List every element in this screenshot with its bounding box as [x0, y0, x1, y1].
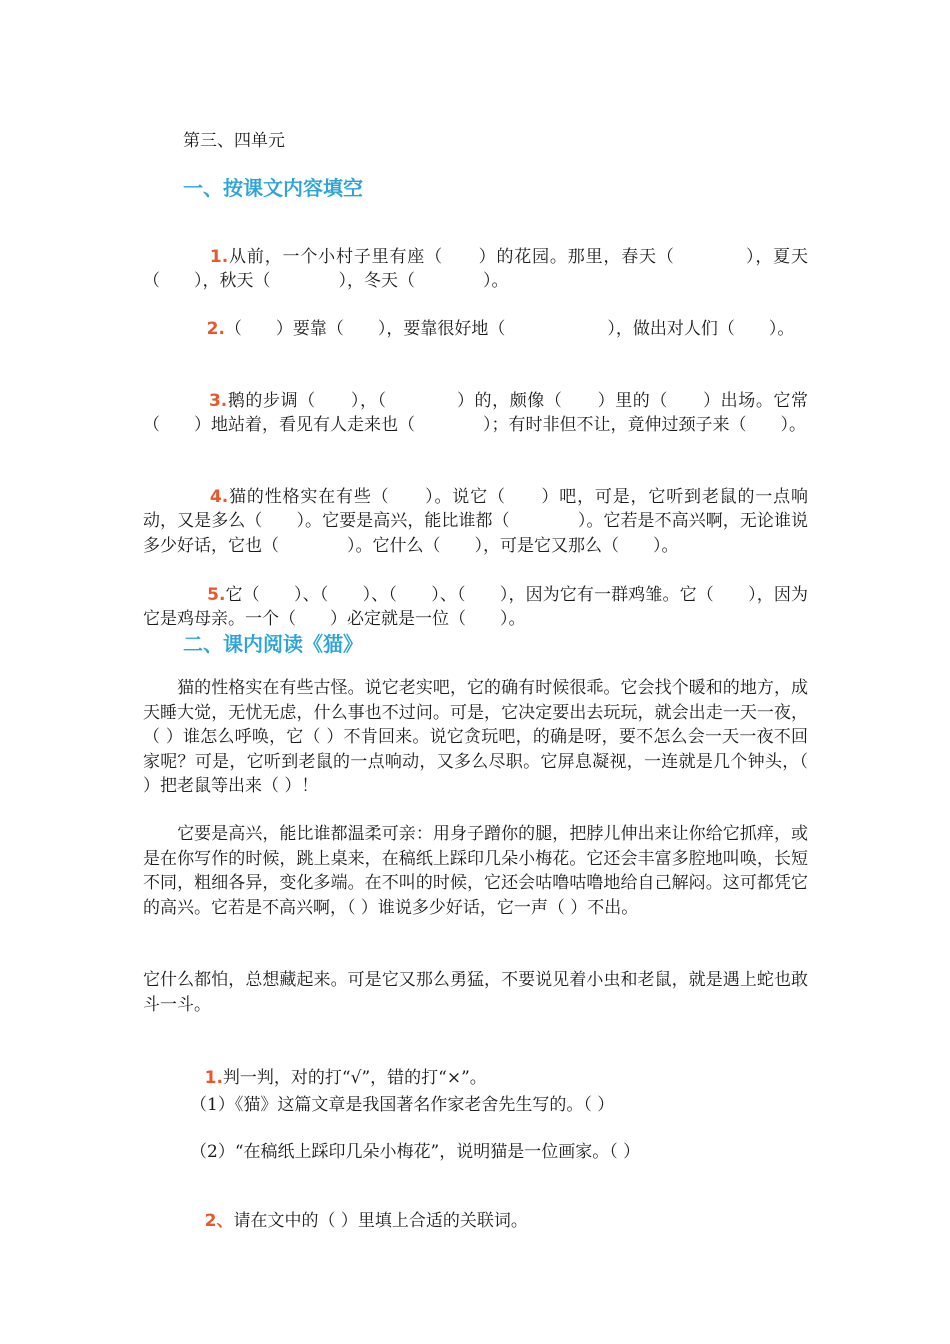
fill-item-2: [143, 292, 808, 366]
reading-passage-1: 猫的性格实在有些古怪。说它老实吧，它的确有时候很乖。它会找个暖和的地方，成天睡大觉，无忧无虑，什么事也不过问。可是，它决定要出去玩玩，就会出走一天一夜，（ ）谁怎么呼唤，它（ ）不肯回来。说它贪玩吧，的确是呀，要不怎么会一天一夜不回家呢？可是，它听到老鼠的一点响动，又多么尽职。它屏息凝视，一连就是几个钟头，（ ）把老鼠等出来（ ）！: [143, 678, 814, 796]
section2-title: 二、课内阅读《猫》: [183, 632, 363, 656]
question-number: 1.: [204, 1068, 223, 1088]
item-text: 鹅的步调（ ），（ ）的，颇像（ ）里的（ ）出场。它常（ ）地站着，看见有人走来也（ ）；有时非但不让，竟伸过颈子来（ ）。: [143, 390, 809, 435]
question-number: 2、: [204, 1211, 234, 1231]
item-number: 3.: [208, 390, 228, 411]
item-text: （ ）要靠（ ），要靠很好地（ ），做出对人们（ ）。: [224, 318, 795, 339]
section1-title: 一、按课文内容填空: [183, 176, 363, 200]
question-1-sub-2: （2）“在稿纸上踩印几朵小梅花”，说明猫是一位画家。（ ）: [190, 1142, 641, 1162]
question-text: 判一判，对的打“√”，错的打“×”。: [222, 1068, 487, 1088]
item-number: 5.: [207, 584, 226, 605]
reading-passage-2: 它要是高兴，能比谁都温柔可亲：用身子蹭你的腿，把脖儿伸出来让你给它抓痒，或是在你写作的时候，跳上桌来，在稿纸上踩印几朵小梅花。它还会丰富多腔地叫唤，长短不同，粗细各异，变化多端。在不叫的时候，它还会咕噜咕噜地给自己解闷。这可都凭它的高兴。它若是不高兴啊，（ ）谁说多少好话，它一声（ ）不出。: [143, 824, 808, 918]
item-number: 2.: [206, 318, 225, 339]
reading-passage-3: 它什么都怕，总想藏起来。可是它又那么勇猛，不要说见着小虫和老鼠，就是遇上蛇也敢斗一斗。: [143, 970, 808, 1015]
item-text: 猫的性格实在有些（ ）。说它（ ）吧，可是，它听到老鼠的一点响动，又是多么（ ）。它要是高兴，能比谁都（ ）。它若是不高兴啊，无论谁说多少好话，它也（ ）。它什么（ ），可是它又那么（ ）。: [143, 486, 808, 556]
item-number: 4.: [209, 486, 229, 507]
question-1-sub-1: （1）《猫》这篇文章是我国著名作家老舍先生写的。（ ）: [190, 1095, 615, 1115]
item-number: 1.: [209, 246, 229, 267]
item-text: 它（ ）、（ ）、（ ）、（ ），因为它有一群鸡雏。它（ ），因为它是鸡母亲。一个（ ）必定就是一位（ ）。: [143, 584, 808, 629]
fill-item-3: [143, 364, 808, 462]
question-text: 请在文中的（ ）里填上合适的关联词。: [233, 1211, 528, 1231]
item-text: 从前，一个小村子里有座（ ）的花园。那里，春天（ ），夏天（ ），秋天（ ），冬天（ ）。: [143, 246, 808, 291]
question-2: [183, 1186, 528, 1251]
unit-title: 第三、四单元: [183, 131, 285, 151]
